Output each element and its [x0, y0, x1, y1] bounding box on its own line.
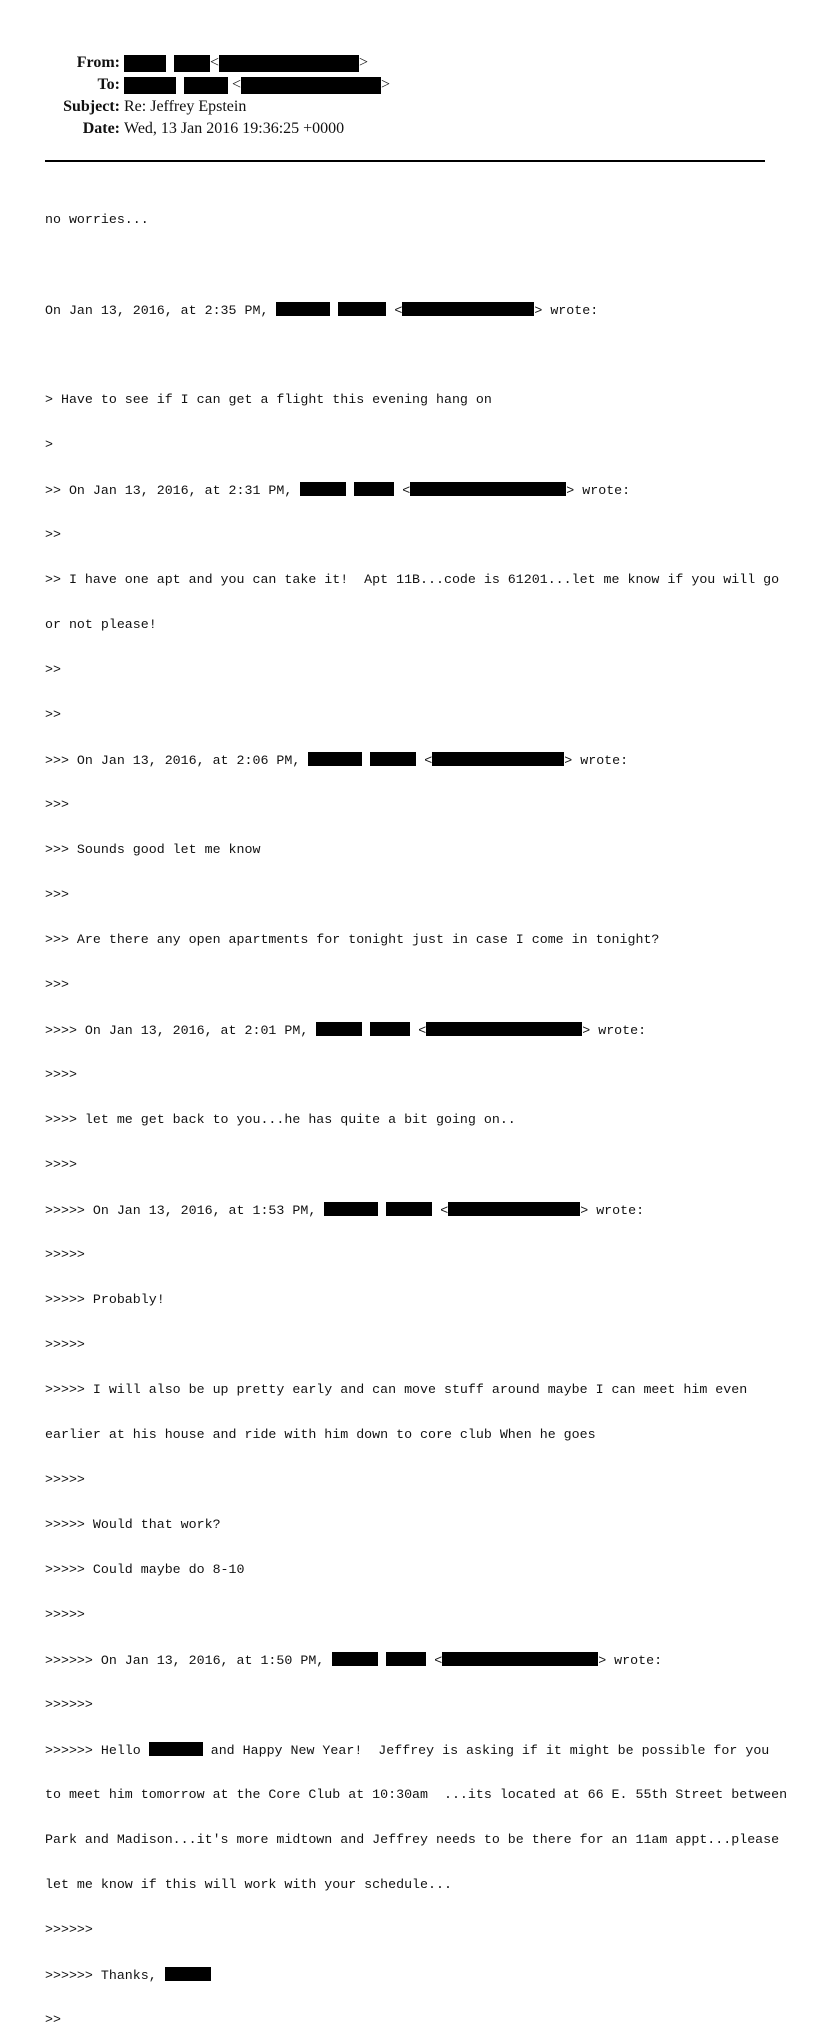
redaction-block: [442, 1652, 598, 1666]
body-line: >>>> let me get back to you...he has quite a bit going on..: [45, 1112, 516, 1127]
body-line: >>>: [45, 977, 69, 992]
redaction-block: [276, 302, 330, 316]
body-line: >>>>>>: [45, 1697, 93, 1712]
body-line: >>>>>: [45, 1247, 85, 1262]
subject-label: Subject:: [63, 98, 120, 115]
redaction-block: [241, 77, 381, 94]
redaction-block: [370, 1022, 410, 1036]
redaction-block: [124, 55, 166, 72]
body-line: >>>: [45, 887, 69, 902]
redaction-block: [432, 752, 564, 766]
redaction-block: [149, 1742, 203, 1756]
body-line: >: [45, 437, 53, 452]
blank-line: [45, 257, 785, 272]
quote-header-line: >>>>>> On Jan 13, 2016, at 1:50 PM, < > wrote:: [45, 1653, 663, 1668]
body-line: >>> Are there any open apartments for tonight just in case I come in tonight?: [45, 932, 660, 947]
redaction-block: [308, 752, 362, 766]
body-line: >>>>> I will also be up pretty early and can move stuff around maybe I can meet him even: [45, 1382, 748, 1397]
quote-header-line: >> On Jan 13, 2016, at 2:31 PM, < > wrote:: [45, 483, 631, 498]
quote-header-line: >>>> On Jan 13, 2016, at 2:01 PM, < > wrote:: [45, 1023, 647, 1038]
redaction-block: [370, 752, 416, 766]
body-line: >>>>: [45, 1157, 77, 1172]
body-line: >>> Sounds good let me know: [45, 842, 261, 857]
body-line: >>>>>: [45, 1472, 85, 1487]
body-line: >>>: [45, 797, 69, 812]
body-line: or not please!: [45, 617, 157, 632]
redaction-block: [402, 302, 534, 316]
body-line: >>>>: [45, 1067, 77, 1082]
subject-row: [0, 96, 816, 118]
quote-header-line: >>>>> On Jan 13, 2016, at 1:53 PM, < > wrote:: [45, 1203, 645, 1218]
body-line: Park and Madison...it's more midtown and Jeffrey needs to be there for an 11am appt...please: [45, 1832, 780, 1847]
date-value: Wed, 13 Jan 2016 19:36:25 +0000: [124, 120, 345, 137]
body-line: >> I have one apt and you can take it! Apt 11B...code is 61201...let me know if you will go: [45, 572, 780, 587]
redaction-block: [426, 1022, 582, 1036]
redaction-block: [174, 55, 210, 72]
date-row: [0, 118, 816, 140]
body-line: >>: [45, 527, 61, 542]
date-label: Date:: [82, 120, 120, 137]
from-value: < >: [124, 52, 368, 74]
redaction-block: [165, 1967, 211, 1981]
redaction-block: [184, 77, 228, 94]
body-line: > Have to see if I can get a flight this evening hang on: [45, 392, 492, 407]
to-row: [0, 74, 816, 96]
subject-value: Re: Jeffrey Epstein: [124, 98, 247, 115]
body-line: >>>>> Probably!: [45, 1292, 165, 1307]
quote-header-line: On Jan 13, 2016, at 2:35 PM, < > wrote:: [45, 303, 599, 318]
redaction-block: [316, 1022, 362, 1036]
redaction-block: [354, 482, 394, 496]
body-line: >>: [45, 2012, 61, 2027]
body-line: >>: [45, 707, 61, 722]
body-line: >>>>>>: [45, 1922, 93, 1937]
redaction-block: [386, 1652, 426, 1666]
body-line: >>>>>: [45, 1607, 85, 1622]
body-line: >>: [45, 662, 61, 677]
from-label: From:: [76, 54, 120, 71]
redaction-block: [324, 1202, 378, 1216]
from-row: [0, 52, 816, 74]
to-value: < >: [124, 74, 390, 96]
body-line: >>>>> Could maybe do 8-10: [45, 1562, 245, 1577]
to-label: To:: [97, 76, 120, 93]
redaction-block: [219, 55, 359, 72]
body-line: >>>>>: [45, 1337, 85, 1352]
body-line: no worries...: [45, 212, 149, 227]
redaction-block: [300, 482, 346, 496]
body-line: to meet him tomorrow at the Core Club at 10:30am ...its located at 66 E. 55th Street between: [45, 1787, 788, 1802]
body-line: >>>>> Would that work?: [45, 1517, 221, 1532]
redaction-block: [448, 1202, 580, 1216]
blank-line: [45, 347, 785, 362]
redaction-block: [410, 482, 566, 496]
header-divider: [45, 160, 765, 162]
redaction-block: [386, 1202, 432, 1216]
quote-header-line: >>> On Jan 13, 2016, at 2:06 PM, < > wrote:: [45, 753, 629, 768]
body-line: let me know if this will work with your schedule...: [45, 1877, 452, 1892]
email-body: [45, 182, 788, 2042]
redaction-block: [338, 302, 386, 316]
body-line: earlier at his house and ride with him down to core club When he goes: [45, 1427, 596, 1442]
redaction-block: [332, 1652, 378, 1666]
body-line: >>>>>> Thanks,: [45, 1967, 785, 1982]
redaction-block: [124, 77, 176, 94]
body-line: >>>>>> Hello and Happy New Year! Jeffrey is asking if it might be possible for you: [45, 1743, 770, 1758]
